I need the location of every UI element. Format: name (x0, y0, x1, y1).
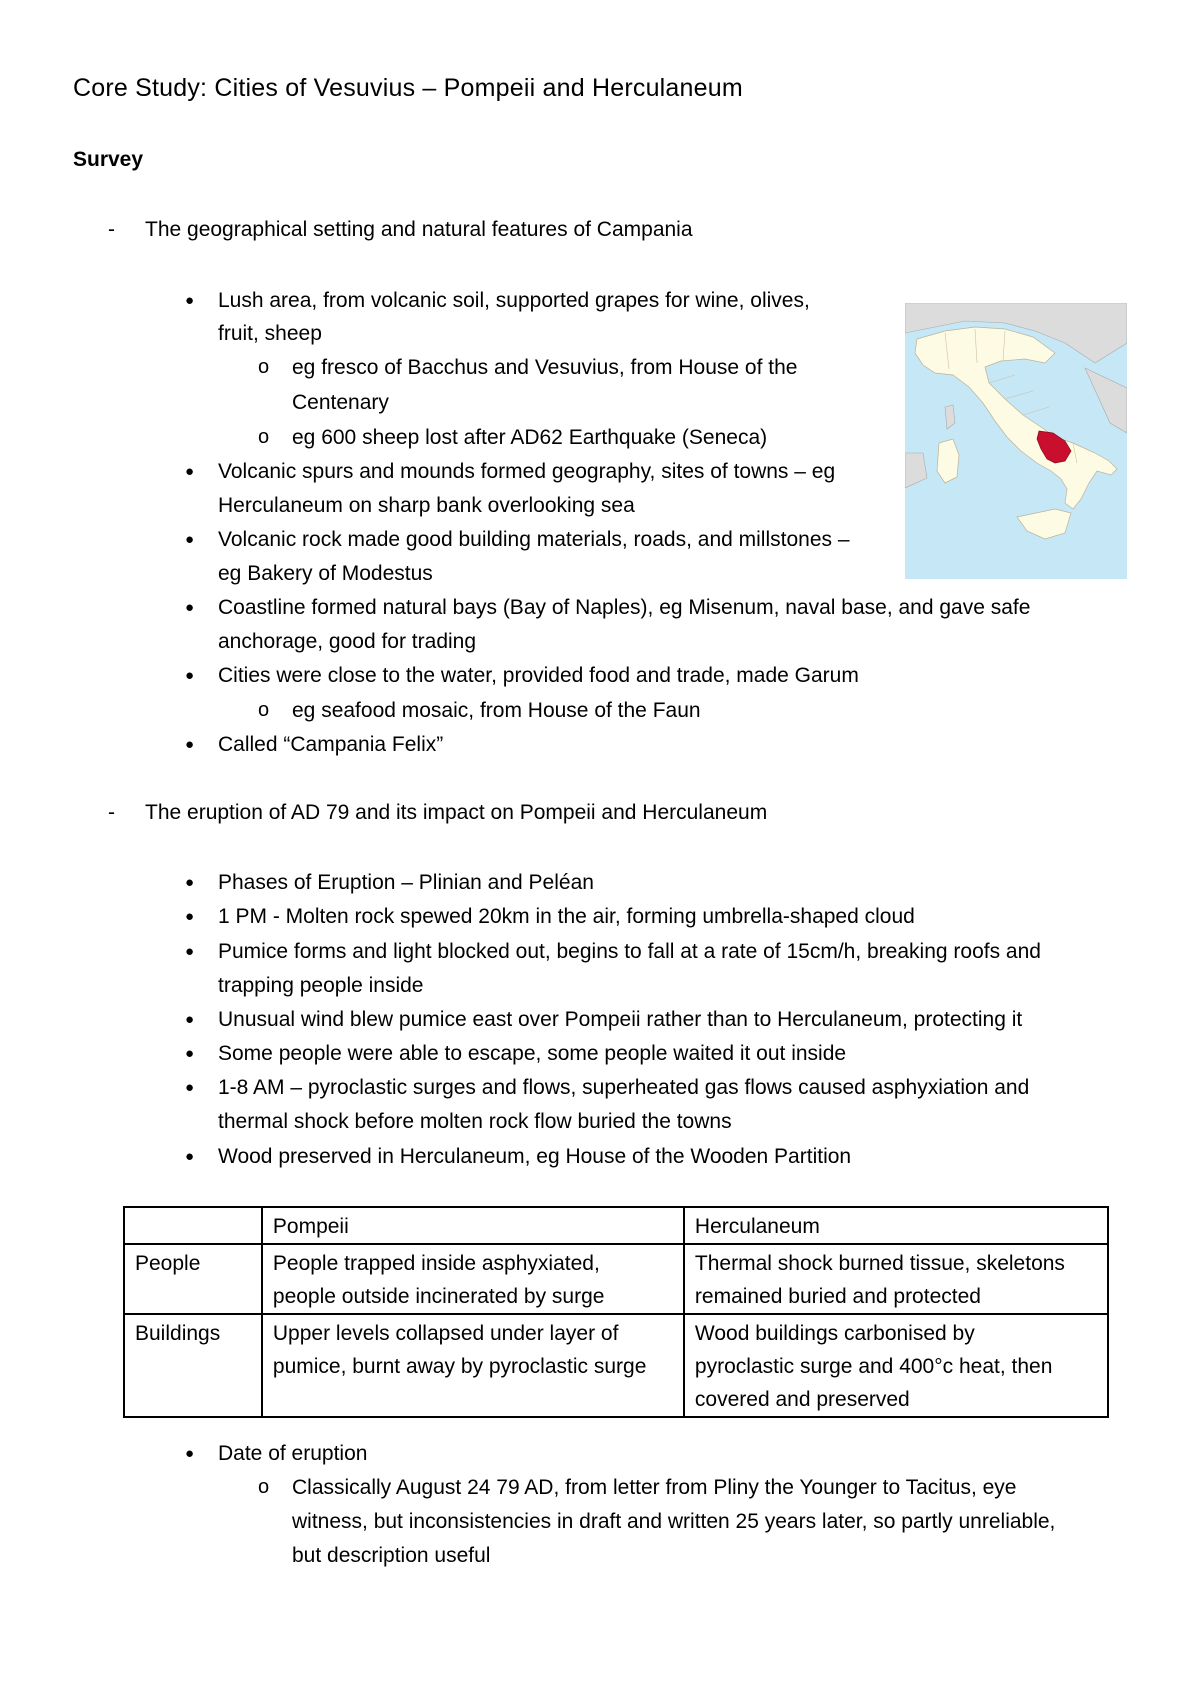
topic-heading-text: The geographical setting and natural features of Campania (145, 218, 693, 241)
list-item-text: Wood preserved in Herculaneum, eg House of the Wooden Partition (218, 1145, 852, 1168)
bullet-icon: ● (185, 1011, 195, 1028)
table-row-label: People (124, 1244, 262, 1314)
dash-marker: - (108, 801, 115, 824)
list-item-text: Cities were close to the water, provided food and trade, made Garum (218, 664, 859, 687)
table-header-row (124, 1207, 1108, 1244)
table-cell (684, 1314, 1108, 1417)
table-cell-line: pumice, burnt away by pyroclastic surge (272, 1355, 647, 1378)
sub-list-item-text: Classically August 24 79 AD, from letter from Pliny the Younger to Tacitus, eye (292, 1476, 1017, 1499)
bullet-icon: ● (185, 1445, 195, 1462)
sub-list-item-text: eg fresco of Bacchus and Vesuvius, from House of the (292, 356, 798, 379)
table-header-cell: Pompeii (262, 1207, 684, 1244)
bullet-icon: ● (185, 463, 195, 480)
table-row-label: Buildings (124, 1314, 262, 1417)
bullet-icon: ● (185, 943, 195, 960)
list-item-continuation: eg Bakery of Modestus (218, 562, 433, 585)
list-item-continuation: fruit, sheep (218, 322, 322, 345)
list-item-continuation: anchorage, good for trading (218, 630, 477, 653)
bullet-icon: ● (185, 1079, 195, 1096)
list-item-text: Pumice forms and light blocked out, begins to fall at a rate of 15cm/h, breaking roofs and (218, 940, 1041, 963)
page-title: Core Study: Cities of Vesuvius – Pompeii and Herculaneum (73, 74, 743, 102)
dash-marker: - (108, 218, 115, 241)
sub-list-item-continuation: but description useful (292, 1544, 491, 1567)
sub-bullet-icon: o (258, 426, 270, 448)
table-cell-line: Wood buildings carbonised by (694, 1322, 975, 1345)
list-item-text: Volcanic spurs and mounds formed geography, sites of towns – eg (218, 460, 836, 483)
list-item-text: Date of eruption (218, 1442, 368, 1465)
table-header-cell: Herculaneum (684, 1207, 1108, 1244)
bullet-icon: ● (185, 736, 195, 753)
list-item-text: Lush area, from volcanic soil, supported grapes for wine, olives, (218, 289, 810, 312)
sub-bullet-icon: o (258, 1476, 270, 1498)
table-cell-line: pyroclastic surge and 400°c heat, then (694, 1355, 1053, 1378)
bullet-icon: ● (185, 667, 195, 684)
sub-list-item-text: eg 600 sheep lost after AD62 Earthquake (Seneca) (292, 426, 768, 449)
campania-map-image (905, 303, 1127, 579)
table-cell-line: remained buried and protected (694, 1285, 981, 1308)
table-row (124, 1244, 1108, 1314)
table-row (124, 1314, 1108, 1417)
topic-heading-text: The eruption of AD 79 and its impact on Pompeii and Herculaneum (145, 801, 768, 824)
list-item-text: Phases of Eruption – Plinian and Peléan (218, 871, 594, 894)
list-item-text: Some people were able to escape, some people waited it out inside (218, 1042, 847, 1065)
bullet-icon: ● (185, 292, 195, 309)
table-cell (262, 1314, 684, 1417)
list-item-text: Volcanic rock made good building materials, roads, and millstones – (218, 528, 850, 551)
table-cell-line: People trapped inside asphyxiated, (272, 1252, 600, 1275)
list-item-continuation: thermal shock before molten rock flow buried the towns (218, 1110, 732, 1133)
list-item-text: Called “Campania Felix” (218, 733, 444, 756)
map-sardinia (937, 439, 959, 483)
list-item-text: 1 PM - Molten rock spewed 20km in the air, forming umbrella-shaped cloud (218, 905, 915, 928)
bullet-icon: ● (185, 1045, 195, 1062)
table-cell-line: Thermal shock burned tissue, skeletons (694, 1252, 1065, 1275)
sub-list-item-text: eg seafood mosaic, from House of the Faun (292, 699, 701, 722)
table-cell (262, 1244, 684, 1314)
table-cell (684, 1244, 1108, 1314)
bullet-icon: ● (185, 599, 195, 616)
list-item-text: 1-8 AM – pyroclastic surges and flows, superheated gas flows caused asphyxiation and (218, 1076, 1030, 1099)
table-header-cell (124, 1207, 262, 1244)
section-heading: Survey (73, 148, 144, 171)
sub-list-item-continuation: witness, but inconsistencies in draft and written 25 years later, so partly unreliable, (292, 1510, 1056, 1533)
sub-bullet-icon: o (258, 699, 270, 721)
list-item-text: Coastline formed natural bays (Bay of Naples), eg Misenum, naval base, and gave safe (218, 596, 1031, 619)
bullet-icon: ● (185, 874, 195, 891)
sub-list-item-continuation: Centenary (292, 391, 389, 414)
list-item-text: Unusual wind blew pumice east over Pompeii rather than to Herculaneum, protecting it (218, 1008, 1023, 1031)
table-cell-line: Upper levels collapsed under layer of (272, 1322, 619, 1345)
list-item-continuation: Herculaneum on sharp bank overlooking sea (218, 494, 635, 517)
table-cell-line: people outside incinerated by surge (272, 1285, 605, 1308)
table-cell-line: covered and preserved (694, 1388, 910, 1411)
sub-bullet-icon: o (258, 356, 270, 378)
impact-comparison-table (123, 1206, 1109, 1418)
bullet-icon: ● (185, 1148, 195, 1165)
bullet-icon: ● (185, 531, 195, 548)
list-item-continuation: trapping people inside (218, 974, 424, 997)
bullet-icon: ● (185, 908, 195, 925)
